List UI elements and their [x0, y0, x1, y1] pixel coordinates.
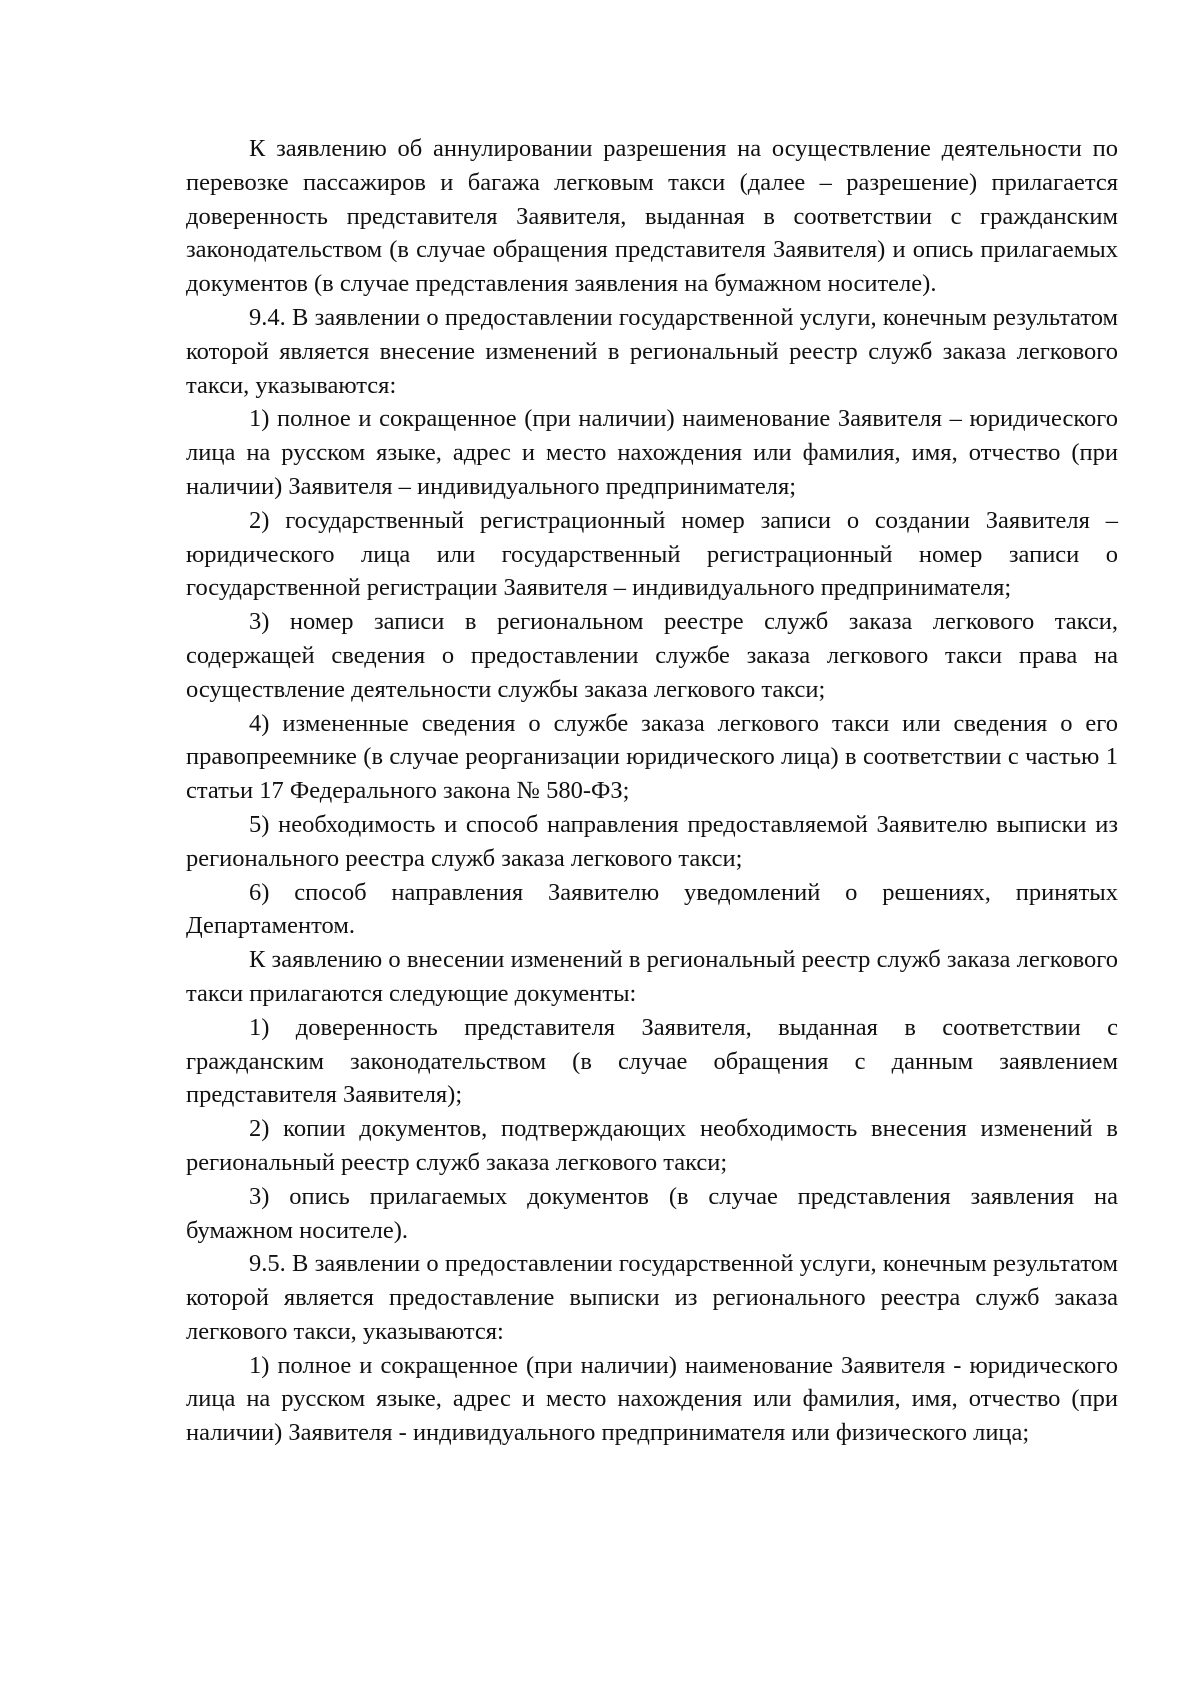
paragraph-attachment-2: 2) копии документов, подтверждающих необходимость внесения изменений в региональный реестр служб заказа легкового такси; [186, 1115, 1118, 1176]
paragraph-9-4-item-3: 3) номер записи в региональном реестре служб заказа легкового такси, содержащей сведения о предоставлении службе заказа легкового такси права на осуществление деятельности службы заказа легкового такси; [186, 608, 1118, 703]
paragraph-9-4-item-5: 5) необходимость и способ направления предоставляемой Заявителю выписки из регионального реестра служб заказа легкового такси; [186, 810, 1118, 872]
paragraph-9-4-heading: 9.4. В заявлении о предоставлении государственной услуги, конечным результатом которой является внесение изменений в региональный реестр служб заказа легкового такси, указываются: [186, 303, 1118, 399]
paragraph-annulment-attachments: К заявлению об аннулировании разрешения на осуществление деятельности по перевозке пассажиров и багажа легковым такси (далее – разрешение) прилагается доверенность представителя Заявителя, выданная в соответствии с гражданским законодательством (в случае обращения представителя Заявителя) и опись прилагаемых документов (в случае представления заявления на бумажном носителе). [186, 135, 1118, 298]
paragraph-attachment-3: 3) опись прилагаемых документов (в случае представления заявления на бумажном носителе). [186, 1182, 1118, 1244]
paragraph-9-5-item-1: 1) полное и сокращенное (при наличии) наименование Заявителя - юридического лица на русском языке, адрес и место нахождения или фамилия, имя, отчество (при наличии) Заявителя - индивидуального предпринимателя или физического лица; [186, 1351, 1118, 1447]
paragraph-9-4-item-1: 1) полное и сокращенное (при наличии) наименование Заявителя – юридического лица на русском языке, адрес и место нахождения или фамилия, имя, отчество (при наличии) Заявителя – индивидуального предпринимателя; [186, 405, 1118, 500]
paragraph-9-4-item-4: 4) измененные сведения о службе заказа легкового такси или сведения о его правопреемнике (в случае реорганизации юридического лица) в соответствии с частью 1 статьи 17 Федерального закона № 580-ФЗ; [186, 709, 1118, 805]
paragraph-9-4-item-2: 2) государственный регистрационный номер записи о создании Заявителя – юридического лица или государственный регистрационный номер записи о государственной регистрации Заявителя – индивидуального предпринимателя; [186, 506, 1118, 602]
document-body [186, 132, 1118, 1450]
paragraph-attachment-1: 1) доверенность представителя Заявителя, выданная в соответствии с гражданским законодательством (в случае обращения с данным заявлением представителя Заявителя); [186, 1013, 1118, 1109]
paragraph-changes-attachments: К заявлению о внесении изменений в региональный реестр служб заказа легкового такси прилагаются следующие документы: [186, 946, 1118, 1007]
paragraph-9-4-item-6: 6) способ направления Заявителю уведомлений о решениях, принятых Департаментом. [186, 878, 1118, 940]
paragraph-9-5-heading: 9.5. В заявлении о предоставлении государственной услуги, конечным результатом которой является предоставление выписки из регионального реестра служб заказа легкового такси, указываются: [186, 1250, 1118, 1345]
